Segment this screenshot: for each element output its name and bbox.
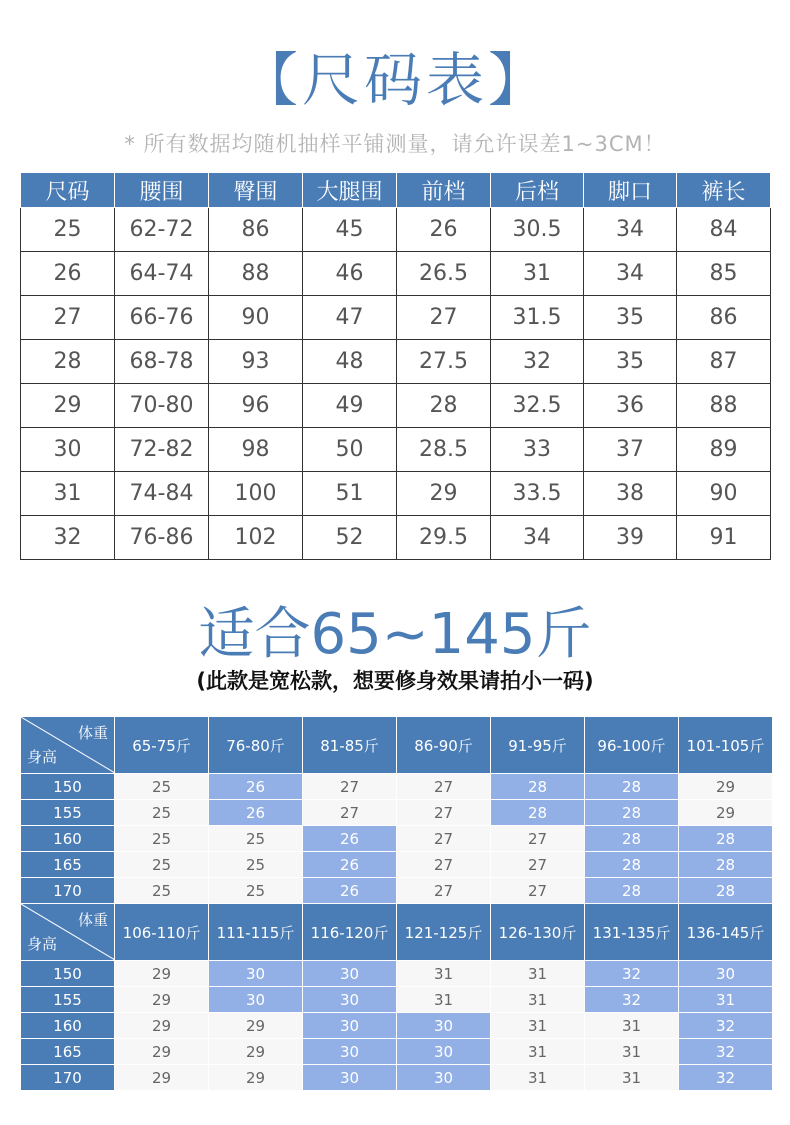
size-table-column-header: 前档 [397,173,491,208]
recommended-size-cell: 27 [491,878,585,904]
recommended-size-cell: 25 [115,800,209,826]
size-table-cell: 86 [677,296,771,340]
size-table-cell: 46 [303,252,397,296]
weight-range-header: 106-110斤 [115,904,209,961]
size-table-cell: 52 [303,516,397,560]
size-table-cell: 74-84 [115,472,209,516]
size-table-cell: 64-74 [115,252,209,296]
recommended-size-cell: 31 [491,1039,585,1065]
size-table-cell: 100 [209,472,303,516]
height-row [21,1013,773,1039]
recommended-size-cell: 31 [491,961,585,987]
size-table-cell: 35 [584,340,677,384]
size-table-column-header: 后档 [491,173,584,208]
recommended-size-cell: 29 [115,961,209,987]
size-table-row [21,296,771,340]
weight-range-header: 76-80斤 [209,717,303,774]
recommended-size-cell: 28 [585,852,679,878]
recommended-size-cell: 25 [115,774,209,800]
size-table-cell: 90 [677,472,771,516]
recommended-size-cell: 32 [679,1065,773,1091]
recommended-size-cell: 30 [209,961,303,987]
size-table-cell: 33.5 [491,472,584,516]
recommended-size-cell: 30 [303,1039,397,1065]
recommended-size-cell: 28 [679,852,773,878]
recommended-size-cell: 30 [303,987,397,1013]
recommended-size-cell: 25 [209,878,303,904]
recommended-size-cell: 31 [585,1065,679,1091]
page-title: 【尺码表】 [239,46,550,114]
size-table-cell: 93 [209,340,303,384]
size-table-cell: 32.5 [491,384,584,428]
recommended-size-cell: 30 [303,961,397,987]
recommended-size-cell: 31 [679,987,773,1013]
weight-range-header: 131-135斤 [585,904,679,961]
recommended-size-cell: 25 [115,878,209,904]
size-table-cell: 31.5 [491,296,584,340]
size-table-cell: 28.5 [397,428,491,472]
height-row [21,800,773,826]
size-table-cell: 66-76 [115,296,209,340]
recommended-size-cell: 32 [679,1039,773,1065]
recommended-size-cell: 27 [491,826,585,852]
size-table-cell: 45 [303,208,397,252]
height-weight-corner [21,717,115,774]
size-table-header [21,173,771,208]
size-table-cell: 68-78 [115,340,209,384]
recommended-size-cell: 27 [303,774,397,800]
weight-header-row [21,717,773,774]
recommended-size-cell: 32 [585,987,679,1013]
size-table-cell: 38 [584,472,677,516]
recommended-size-cell: 27 [397,800,491,826]
recommended-size-cell: 27 [397,826,491,852]
recommended-size-cell: 28 [585,826,679,852]
height-label: 150 [21,774,115,800]
size-table-cell: 27 [21,296,115,340]
height-row [21,852,773,878]
recommended-size-cell: 25 [115,852,209,878]
recommended-size-cell: 30 [397,1065,491,1091]
weight-range-header: 86-90斤 [397,717,491,774]
size-table-cell: 29 [21,384,115,428]
height-label: 170 [21,1065,115,1091]
recommended-size-cell: 29 [209,1039,303,1065]
recommended-size-cell: 29 [679,800,773,826]
size-table-column-header: 尺码 [21,173,115,208]
size-table-cell: 32 [491,340,584,384]
size-table-cell: 34 [584,208,677,252]
size-table-cell: 85 [677,252,771,296]
size-table-cell: 87 [677,340,771,384]
size-table-column-header: 裤长 [677,173,771,208]
size-table-cell: 48 [303,340,397,384]
size-table-row [21,340,771,384]
size-table-row [21,472,771,516]
height-label: 170 [21,878,115,904]
size-table-cell: 34 [491,516,584,560]
size-table-cell: 88 [677,384,771,428]
size-table-cell: 27 [397,296,491,340]
measurement-note: * 所有数据均随机抽样平铺测量，请允许误差1~3CM！ [124,132,666,156]
weight-axis-label: 体重 [77,911,108,929]
size-table-cell: 86 [209,208,303,252]
recommended-size-cell: 30 [397,1039,491,1065]
size-table-cell: 37 [584,428,677,472]
recommended-size-cell: 31 [585,1013,679,1039]
size-table-cell: 36 [584,384,677,428]
recommended-size-cell: 27 [491,852,585,878]
size-table-cell: 29 [397,472,491,516]
size-table-cell: 30 [21,428,115,472]
weight-range-header: 136-145斤 [679,904,773,961]
size-table-cell: 26 [397,208,491,252]
weight-range-header: 126-130斤 [491,904,585,961]
size-table-cell: 91 [677,516,771,560]
height-label: 165 [21,852,115,878]
recommended-size-cell: 31 [397,961,491,987]
size-table-cell: 98 [209,428,303,472]
recommended-size-cell: 26 [303,852,397,878]
size-table-cell: 72-82 [115,428,209,472]
size-table-cell: 39 [584,516,677,560]
weight-axis-label: 体重 [77,724,108,742]
size-table-cell: 62-72 [115,208,209,252]
recommended-size-cell: 27 [397,774,491,800]
height-row [21,826,773,852]
height-row [21,987,773,1013]
recommended-size-cell: 31 [491,1013,585,1039]
recommended-size-cell: 29 [209,1013,303,1039]
size-table-cell: 51 [303,472,397,516]
size-table-cell: 84 [677,208,771,252]
recommended-size-cell: 27 [303,800,397,826]
size-table-cell: 29.5 [397,516,491,560]
recommended-size-cell: 29 [679,774,773,800]
recommended-size-cell: 26 [209,800,303,826]
size-table-cell: 35 [584,296,677,340]
recommended-size-cell: 25 [209,852,303,878]
size-table-cell: 28 [397,384,491,428]
recommended-size-cell: 29 [115,1013,209,1039]
height-label: 165 [21,1039,115,1065]
size-table-cell: 33 [491,428,584,472]
size-table-row [21,384,771,428]
size-table-cell: 89 [677,428,771,472]
recommended-size-cell: 25 [115,826,209,852]
recommended-size-cell: 30 [397,1013,491,1039]
size-table-cell: 25 [21,208,115,252]
weight-range-header: 116-120斤 [303,904,397,961]
height-row [21,961,773,987]
recommended-size-cell: 29 [115,1065,209,1091]
recommended-size-cell: 25 [209,826,303,852]
recommended-size-cell: 26 [303,826,397,852]
size-table-cell: 34 [584,252,677,296]
recommended-size-cell: 32 [679,1013,773,1039]
height-axis-label: 身高 [27,748,58,766]
height-label: 160 [21,1013,115,1039]
size-table-cell: 49 [303,384,397,428]
size-table-row [21,516,771,560]
size-recommendation-table [20,716,773,1091]
recommended-size-cell: 28 [679,826,773,852]
recommended-size-cell: 26 [303,878,397,904]
recommended-size-cell: 27 [397,852,491,878]
height-label: 155 [21,987,115,1013]
recommended-size-cell: 30 [679,961,773,987]
size-table-cell: 30.5 [491,208,584,252]
weight-range-header: 96-100斤 [585,717,679,774]
weight-range-header: 101-105斤 [679,717,773,774]
recommended-size-cell: 28 [585,878,679,904]
size-table-column-header: 脚口 [584,173,677,208]
recommended-size-cell: 32 [585,961,679,987]
size-table-cell: 70-80 [115,384,209,428]
size-table-row [21,252,771,296]
size-table-cell: 26.5 [397,252,491,296]
size-table-column-header: 大腿围 [303,173,397,208]
size-table-cell: 90 [209,296,303,340]
recommended-size-cell: 31 [397,987,491,1013]
size-table-cell: 88 [209,252,303,296]
height-weight-corner [21,904,115,961]
size-table-cell: 96 [209,384,303,428]
recommended-size-cell: 27 [397,878,491,904]
size-table-row [21,208,771,252]
recommended-size-cell: 30 [209,987,303,1013]
size-chart-table [20,172,771,560]
fit-weight-title: 适合65~145斤 [198,602,592,667]
weight-header-row [21,904,773,961]
weight-range-header: 91-95斤 [491,717,585,774]
recommended-size-cell: 31 [585,1039,679,1065]
size-table-cell: 32 [21,516,115,560]
size-table-column-header: 腰围 [115,173,209,208]
height-label: 160 [21,826,115,852]
height-row [21,878,773,904]
fit-note: (此款是宽松款，想要修身效果请拍小一码) [196,669,594,693]
recommended-size-cell: 28 [491,774,585,800]
recommended-size-cell: 30 [303,1013,397,1039]
recommended-size-cell: 28 [679,878,773,904]
height-row [21,1039,773,1065]
recommended-size-cell: 30 [303,1065,397,1091]
recommended-size-cell: 26 [209,774,303,800]
weight-range-header: 111-115斤 [209,904,303,961]
size-table-cell: 31 [21,472,115,516]
recommended-size-cell: 28 [491,800,585,826]
size-table-cell: 26 [21,252,115,296]
size-table-cell: 102 [209,516,303,560]
size-table-cell: 47 [303,296,397,340]
weight-range-header: 81-85斤 [303,717,397,774]
height-row [21,774,773,800]
size-table-cell: 27.5 [397,340,491,384]
size-table-cell: 76-86 [115,516,209,560]
weight-range-header: 65-75斤 [115,717,209,774]
size-table-cell: 31 [491,252,584,296]
height-row [21,1065,773,1091]
recommended-size-cell: 31 [491,1065,585,1091]
recommended-size-cell: 31 [491,987,585,1013]
recommended-size-cell: 28 [585,800,679,826]
recommended-size-cell: 29 [115,1039,209,1065]
height-axis-label: 身高 [27,935,58,953]
height-label: 150 [21,961,115,987]
recommended-size-cell: 29 [115,987,209,1013]
height-label: 155 [21,800,115,826]
recommended-size-cell: 28 [585,774,679,800]
size-table-cell: 28 [21,340,115,384]
size-table-column-header: 臀围 [209,173,303,208]
recommended-size-cell: 29 [209,1065,303,1091]
size-table-row [21,428,771,472]
weight-range-header: 121-125斤 [397,904,491,961]
size-table-cell: 50 [303,428,397,472]
